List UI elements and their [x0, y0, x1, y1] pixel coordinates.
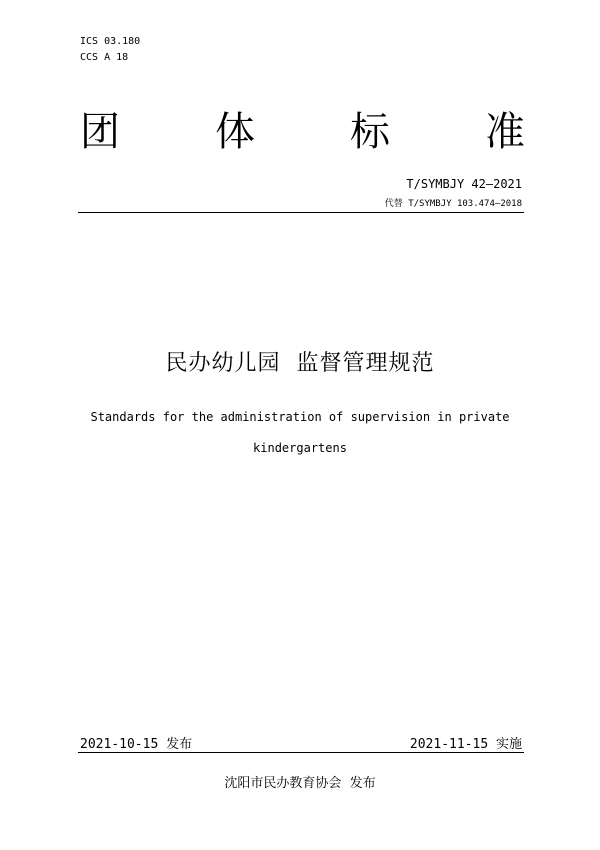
- ics-ccs-block: [80, 34, 140, 66]
- replaces-standard: 代替 T/SYMBJY 103.474—2018: [384, 199, 522, 209]
- publish-date: 2021-10-15 发布: [80, 737, 193, 752]
- standard-type-char: 准: [485, 109, 525, 155]
- standard-type-char: 标: [350, 109, 390, 155]
- chinese-title: 民办幼儿园 监督管理规范: [165, 351, 435, 376]
- implementation-date: 2021-11-15 实施: [409, 737, 522, 752]
- bottom-divider: [78, 752, 524, 753]
- ics-code: ICS 03.180: [80, 36, 141, 47]
- ccs-code: CCS A 18: [80, 52, 129, 63]
- standard-type-char: 体: [215, 109, 255, 155]
- english-title-line1: Standards for the administration of supervision in private: [90, 410, 510, 424]
- top-divider: [78, 212, 524, 213]
- standard-type-char: 团: [80, 109, 120, 155]
- publisher: 沈阳市民办教育协会 发布: [224, 776, 376, 791]
- standard-number: T/SYMBJY 42—2021: [406, 177, 522, 191]
- standard-type-heading: [80, 104, 525, 160]
- english-title-line2: kindergartens: [253, 441, 347, 455]
